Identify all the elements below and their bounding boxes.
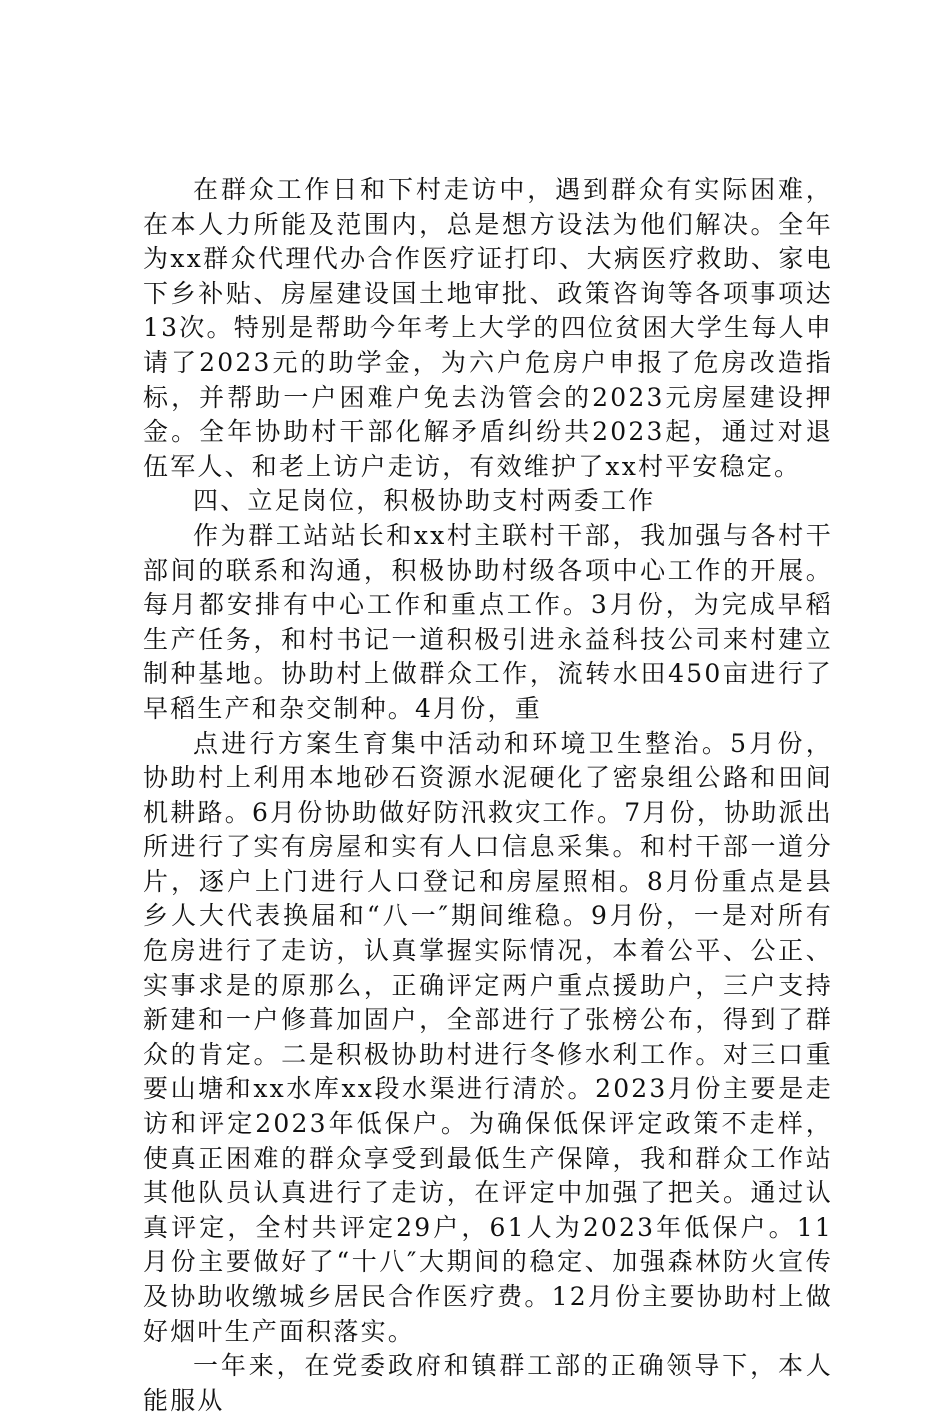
section-heading-four: 四、立足岗位，积极协助支村两委工作 — [193, 486, 656, 516]
paragraph-monthly-work: 点进行方案生育集中活动和环境卫生整治。5月份，协助村上利用本地砂石资源水泥硬化了密泉组公路和田间机耕路。6月份协助做好防汛救灾工作。7月份，协助派出所进行了实有房屋和实有人口信息采集。和村干部一道分片，逐户上门进行人口登记和房屋照相。8月份重点是县乡人大代表换届和“八一″期间维稳。9月份，一是对所有危房进行了走访，认真掌握实际情况，本着公平、公正、实事求是的原那么，正确评定两户重点援助户，三户支持新建和一户修葺加固户，全部进行了张榜公布，得到了群众的肯定。二是积极协助村进行冬修水利工作。对三口重要山塘和xx水库xx段水渠进行清於。2023月份主要是走访和评定2023年低保户。为确保低保评定政策不走样，使真正困难的群众享受到最低生产保障，我和群众工作站其他队员认真进行了走访，在评定中加强了把关。通过认真评定，全村共评定29户，61人为2023年低保户。11月份主要做好了“十八″大期间的稳定、加强森林防火宣传及协助收缴城乡居民合作医疗费。12月份主要协助村上做好烟叶生产面积落实。 — [143, 728, 833, 1346]
document-body — [143, 173, 833, 1418]
paragraph-mass-work: 在群众工作日和下村走访中，遇到群众有实际困难，在本人力所能及范围内，总是想方设法为他们解决。全年为xx群众代理代办合作医疗证打印、大病医疗救助、家电下乡补贴、房屋建设国土地审批、政策咨询等各项事项达13次。特别是帮助今年考上大学的四位贫困大学生每人申请了2023元的助学金，为六户危房户申报了危房改造指标，并帮助一户困难户免去沩管会的2023元房屋建设押金。全年协助村干部化解矛盾纠纷共2023起，通过对退伍军人、和老上访户走访，有效维护了xx村平安稳定。 — [143, 175, 833, 481]
paragraph-station-work: 作为群工站站长和xx村主联村干部，我加强与各村干部间的联系和沟通，积极协助村级各项中心工作的开展。每月都安排有中心工作和重点工作。3月份，为完成早稻生产任务，和村书记一道积极引进永益科技公司来村建立制种基地。协助村上做群众工作，流转水田450亩进行了早稻生产和杂交制种。4月份，重 — [143, 520, 833, 723]
paragraph-summary: 一年来，在党委政府和镇群工部的正确领导下，本人能服从 — [143, 1351, 833, 1415]
